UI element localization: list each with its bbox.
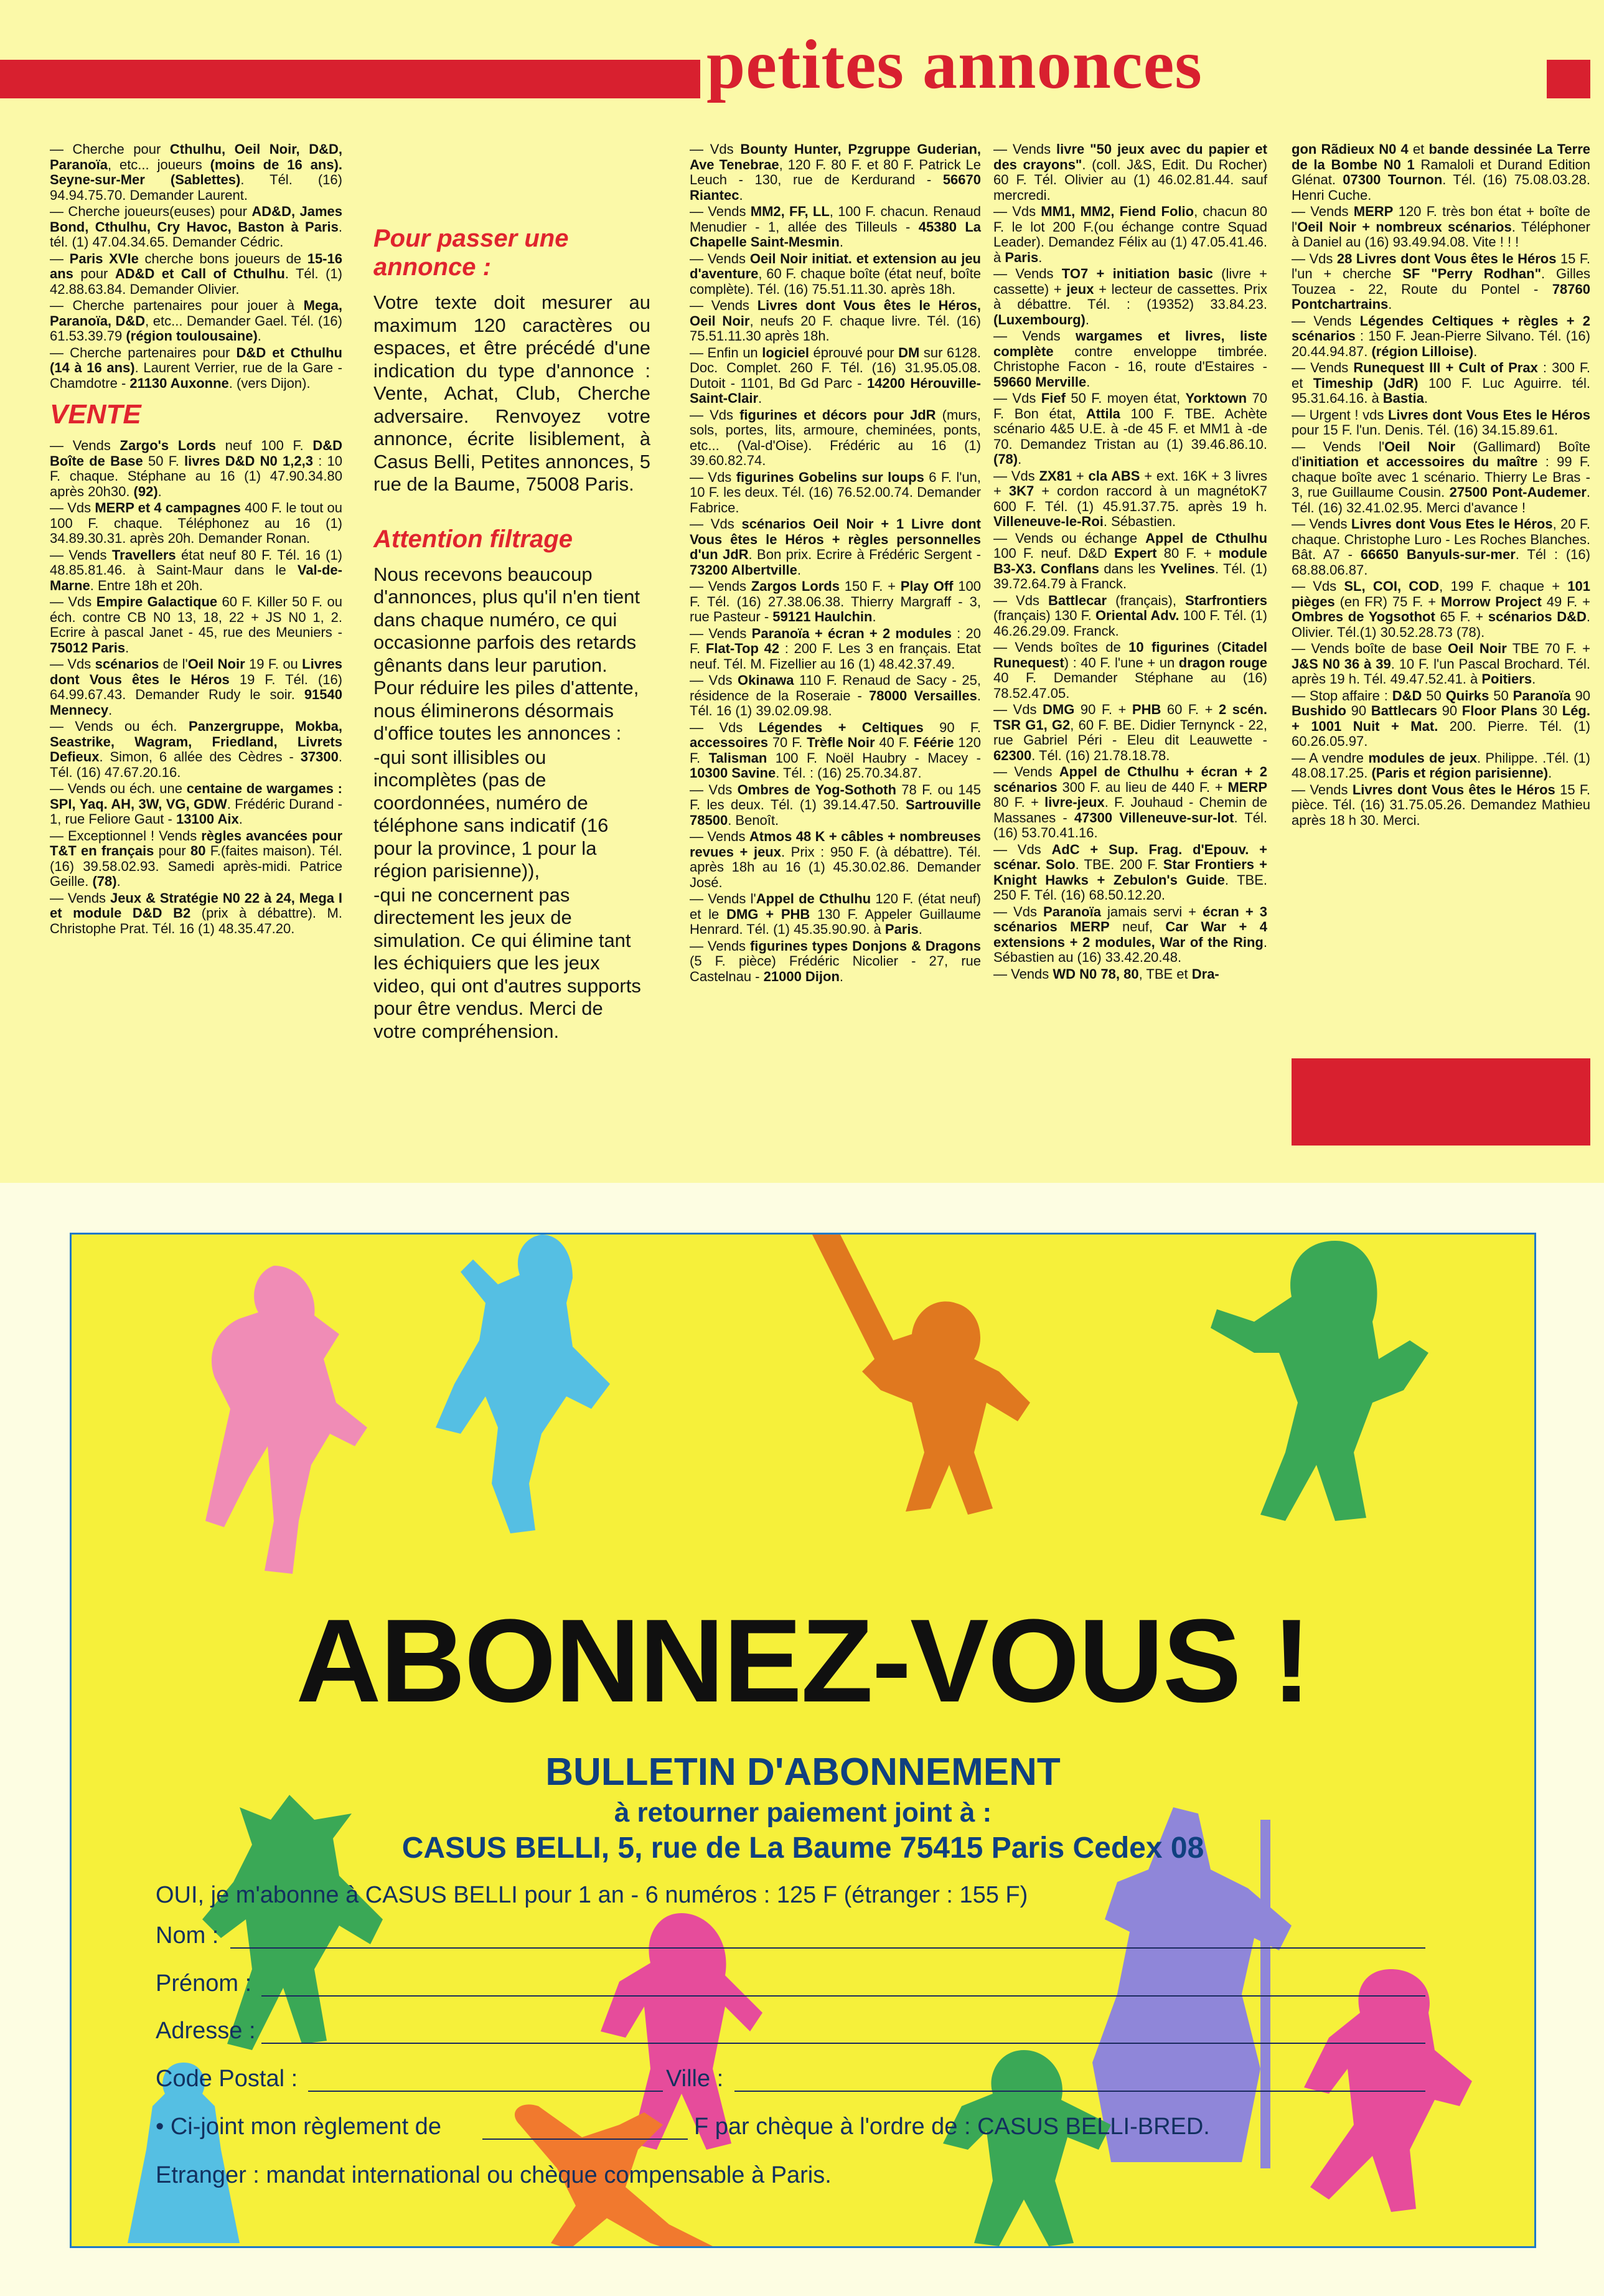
figure-green-goblin (918, 2044, 1130, 2248)
payment-amount-input[interactable] (482, 2138, 688, 2140)
figure-cyan-knight (386, 1233, 647, 1546)
ad-item: — Vends livre "50 jeux avec du papier et des crayons". (coll. J&S, Edit. Du Rocher) 60 F. Tél. Olivier au (1) 46.02.81.44. sauf mercredi. (993, 141, 1267, 203)
header-red-band-right (1547, 60, 1590, 98)
ad-item: — Vends ou échange Appel de Cthulhu 100 F. neuf. D&D Expert 80 F. + module B3-X3. Conflans dans les Yvelines. Tél. (1) 39.72.64.79 à Franck. (993, 530, 1268, 591)
ad-item: — Cherche joueurs(euses) pour AD&D, James Bond, Cthulhu, Cry Havoc, Baston à Paris. tél. (1) 47.04.34.65. Demander Cédric. (50, 204, 342, 250)
ad-item: — Vds AdC + Sup. Frag. d'Epouv. + scénar. Solo. TBE. 200 F. Star Frontiers + Knight Hawks + Zebulon's Guide. TBE. 250 F. Tél. (16) 68.50.12.20. (993, 841, 1267, 903)
ad-item: — Vends l'Appel de Cthulhu 120 F. (état neuf) et le DMG + PHB 130 F. Appeler Guillaume Henrard. Tél. (1) 45.35.90.90. à Paris. (690, 891, 982, 937)
ad-item: — Vds SL, COI, COD, 199 F. chaque + 101 pièges (en FR) 75 F. + Morrow Project 49 F. + Ombres de Yogsothot 65 F. + scénarios D&D. Olivier. Tél.(1) 30.52.28.73 (78). (1292, 578, 1590, 640)
ad-item: — Vds DMG 90 F. + PHB 60 F. + 2 scén. TSR G1, G2, 60 F. BE. Didier Ternynck - 22, rue Gabriel Péri - Eleu dit Leauwette - 62300. Tél. (16) 21.78.18.78. (993, 702, 1267, 763)
ad-item: — Vends Travellers état neuf 80 F. Tél. 16 (1) 48.85.81.46. à Saint-Maur dans le Val-de-Marne. Entre 18h et 20h. (50, 547, 343, 593)
adresse-input[interactable] (261, 2043, 1425, 2044)
nom-input[interactable] (230, 1947, 1425, 1949)
prenom-label: Prénom : (156, 1970, 252, 1997)
ad-item: — Vends figurines types Donjons & Dragons (5 F. pièce) Frédéric Nicolier - 27, rue Castelnau - 21000 Dijon. (690, 938, 981, 984)
ad-item: — Vends l'Oeil Noir (Gallimard) Boîte d'initiation et accessoires du maître : 99 F. chaque boîte avec 1 scénario. Thierry Le Bras - 3, rue Guillaume Cousin. 27500 Pont-Audemer. Tél. (16) 32.41.02.95. Merci d'avance ! (1292, 438, 1591, 515)
ad-item: — Vds figurines Gobelins sur loups 6 F. l'un, 10 F. les deux. Tél. (16) 76.52.00.74. Demander Fabrice. (690, 469, 982, 515)
ad-item: — Stop affaire : D&D 50 Quirks 50 Paranoïa 90 Bushido 90 Battlecars 90 Floor Plans 30 Lég. + 1001 Nuit + Mat. 200. Pierre. Tél. (1) 60.26.05.97. (1292, 687, 1590, 749)
return-address: CASUS BELLI, 5, rue de La Baume 75415 Paris Cedex 08 (401, 1832, 1204, 1865)
figure-green-monster-top-right (1192, 1233, 1453, 1577)
ad-item: — Vends Paranoïa + écran + 2 modules : 20 F. Flat-Top 42 : 200 F. Les 3 en français. Etat neuf. Tél. M. Fizellier au 16 (1) 48.42.37.49. (690, 625, 982, 672)
ad-item: — Vds Okinawa 110 F. Renaud de Sacy - 25, résidence de la Roseraie - 78000 Versailles. Tél. 16 (1) 39.02.09.98. (690, 672, 982, 718)
ad-item: — Vds 28 Livres dont Vous êtes le Héros 15 F. l'un + cherche SF "Perry Rodhan". Gilles Touzea - 22, Route du Pontel - 78760 Pontchartrains. (1292, 250, 1590, 312)
return-instruction: à retourner paiement joint à : (614, 1797, 992, 1828)
info-filter-text: Nous recevons beaucoup d'annonces, plus qu'il n'en tient dans chaque numéro, ce qui occasionne parfois des retards gênants dans leur parution. Pour réduire les piles d'attente, nous éliminerons désormais d'office toutes les annonces : (373, 563, 640, 744)
ad-item: — Vds Bounty Hunter, Pzgruppe Guderian, Ave Tenebrae, 120 F. 80 F. et 80 F. Patrick Le Leuch - 130, rue de Kerdurand - 56670 Riantec. (690, 141, 981, 203)
ville-input[interactable] (734, 2091, 1425, 2092)
code-postal-label: Code Postal : (156, 2066, 298, 2092)
nom-label: Nom : (156, 1922, 219, 1949)
figure-magenta-runner (1273, 1963, 1497, 2248)
ad-item: — Vends Légendes Celtiques + règles + 2 scénarios : 150 F. Jean-Pierre Silvano. Tél. (16) 20.44.94.87. (région Lilloise). (1292, 313, 1591, 359)
ad-item: — Vds Légendes + Celtiques 90 F. accessoires 70 F. Trèfle Noir 40 F. Féérie 120 F. Talisman 100 F. Noël Haubry - Macey - 10300 Savine. Tél. : (16) 25.70.34.87. (690, 719, 982, 781)
payment-label: • Ci-joint mon règlement de (156, 2114, 441, 2140)
ad-item: — Vds Paranoïa jamais servi + écran + 3 scénarios MERP neuf, Car War + 4 extensions + 2 modules, War of the Ring. Sébastien au (16) 33.42.20.48. (993, 903, 1267, 965)
ad-item: — Vends wargames et livres, liste complète contre enveloppe timbrée. Christophe Facon - 16, route d'Estaires - 59660 Merville. (993, 328, 1268, 390)
column-1 (50, 142, 342, 938)
adresse-label: Adresse : (156, 2018, 256, 2044)
ad-item: — Vds Ombres de Yog-Sothoth 78 F. ou 145 F. les deux. Tél. (1) 39.14.47.50. Sartrouville 78500. Benoît. (690, 781, 981, 828)
ad-item: — Vends MERP 120 F. très bon état + boîte de l'Oeil Noir + nombreux scénarios. Téléphoner à Daniel au (16) 93.49.94.08. Vite ! ! ! (1292, 204, 1591, 250)
ad-item: — Vends Livres dont Vous êtes le Héros, Oeil Noir, neufs 20 F. chaque livre. Tél. (16) 75.51.11.30 après 18h. (690, 298, 981, 344)
info-filter-rule-1: -qui sont illisibles ou incomplètes (pas de coordonnées, numéro de téléphone sans indicatif (16 pour la province, 1 pour la région parisienne)), (373, 746, 609, 882)
payment-cheque-text: F par chèque à l'ordre de : CASUS BELLI-BRED. (694, 2114, 1210, 2140)
ad-item: — Vds scénarios Oeil Noir + 1 Livre dont Vous êtes le Héros + règles personnelles d'un JdR. Bon prix. Ecrire à Frédéric Sergent - 73200 Albertville. (690, 516, 981, 578)
header-red-band (0, 60, 700, 98)
ad-item: — Vends ou éch. une centaine de wargames : SPI, Yaq. AH, 3W, VG, GDW. Frédéric Durand - 1, rue Feliore Gaut - 13100 Aix. (50, 781, 342, 827)
ad-item: — Vends Zargo's Lords neuf 100 F. D&D Boîte de Base 50 F. livres D&D N0 1,2,3 : 10 F. chaque. Stéphane au 16 (1) 47.90.34.80 après 20h30. (92). (50, 438, 343, 499)
ad-item: — Paris XVIe cherche bons joueurs de 15-16 ans pour AD&D et Call of Cthulhu. Tél. (1) 42.88.63.84. Demander Olivier. (50, 250, 342, 297)
bulletin-title: BULLETIN D'ABONNEMENT (545, 1751, 1061, 1794)
ad-item: — Vends Atmos 48 K + câbles + nombreuses revues + jeux. Prix : 950 F. (à débattre). Tél. après 18h au 16 (1) 45.30.02.86. Demander José. (690, 829, 981, 890)
figure-pink-wizard-top-left (181, 1259, 386, 1583)
column-3 (690, 142, 981, 986)
ad-item: — Enfin un logiciel éprouvé pour DM sur 6128. Doc. Complet. 260 F. Tél. (16) 31.95.05.08. Dutoit - 1101, Bd Gd Parc - 14200 Hérouville-Saint-Clair. (690, 344, 982, 406)
ad-item: — Cherche partenaires pour D&D et Cthulhu (14 à 16 ans). Laurent Verrier, rue de la Gare - Chamdotre - 21130 Auxonne. (vers Dijon). (50, 344, 342, 391)
page-title: petites annonces (706, 26, 1203, 103)
ad-item: — Exceptionnel ! Vends règles avancées pour T&T en français pour 80 F.(faites maison). Tél. (16) 39.58.02.93. Samedi après-midi. Patrice Geille. (78). (50, 827, 343, 889)
ad-item: — Vds MM1, MM2, Fiend Folio, chacun 80 F. le lot 200 F.(ou échange contre Squad Leader). Demandez Félix au (1) 47.05.41.46. à Paris. (993, 204, 1267, 265)
ad-item: — Vends Jeux & Stratégie N0 22 à 24, Mega I et module D&D B2 (prix à débattre). M. Christophe Prat. Tél. 16 (1) 48.35.47.20. (50, 890, 343, 936)
ad-item: — Vends WD N0 78, 80, TBE et Dra- (993, 966, 1219, 982)
ad-item: — Vds MERP et 4 campagnes 400 F. le tout ou 100 F. chaque. Téléphonez au 16 (1) 34.89.30.31. après 20h. Demander Ronan. (50, 500, 343, 546)
ad-item: — Cherche partenaires pour jouer à Mega, Paranoïa, D&D, etc... Demander Gael. Tél. (16) 61.53.39.79 (région toulousaine). (50, 298, 342, 344)
ad-item: — Vds Empire Galactique 60 F. Killer 50 F. ou éch. contre CB N0 13, 18, 22 + JS N0 1, 2. Ecrire à pascal Janet - 45, rue des Meuniers - 75012 Paris. (50, 594, 342, 656)
ad-item: — Vends Runequest III + Cult of Prax : 300 F. et Timeship (JdR) 100 F. Luc Aguirre. tél. 95.31.64.16. à Bastia. (1292, 360, 1590, 406)
ad-item: — Vends Zargos Lords 150 F. + Play Off 100 F. Tél. (16) 27.38.06.38. Thierry Margraff - 3, rue Pasteur - 59121 Haulchin. (690, 578, 981, 624)
ad-item: — Cherche pour Cthulhu, Oeil Noir, D&D, Paranoïa, etc... joueurs (moins de 16 ans). Seyne-sur-Mer (Sablettes). Tél. (16) 94.94.75.70. Demander Laurent. (50, 141, 342, 203)
ad-item: — Vends boîtes de 10 figurines (Citadel Runequest) : 40 F. l'une + un dragon rouge 40 F. Demander Stéphane au (16) 78.52.47.05. (993, 639, 1267, 701)
subscription-offer: OUI, je m'abonne à CASUS BELLI pour 1 an - 6 numéros : 125 F (étranger : 155 F) (156, 1882, 1028, 1908)
ad-item: — Vds Fief 50 F. moyen état, Yorktown 70 F. Bon état, Attila 100 F. TBE. Achète scénario 4&5 U.E. à -de 45 F. et MM1 à -de 70. Demandez Tristan au (1) 39.46.86.10. (78). (993, 390, 1267, 467)
code-postal-input[interactable] (308, 2091, 663, 2092)
figure-orange-warrior-sword (769, 1233, 1067, 1577)
ville-label: Ville : (666, 2066, 724, 2092)
ad-item: — A vendre modules de jeux. Philippe. .Tél. (1) 48.08.17.25. (Paris et région parisienne). (1292, 750, 1591, 781)
ad-item: gon Rãdieux N0 4 et bande dessinée La Terre de la Bombe N0 1 Ramaloli et Durand Edition Glénat. 07300 Tournon. Tél. (16) 75.08.03.28. Henri Cuche. (1292, 141, 1590, 203)
ad-item: — Vends boîte de base Oeil Noir TBE 70 F. + J&S N0 36 à 39. 10 F. l'un Pascal Brochard. Tél. après 19 h. Tél. 49.47.52.41. à Poitiers. (1292, 641, 1591, 687)
ad-item: — Vends MM2, FF, LL, 100 F. chacun. Renaud Menudier - 1, allée des Tilleuls - 45380 La Chapelle Saint-Mesmin. (690, 204, 982, 250)
ad-item: — Urgent ! vds Livres dont Vous Etes le Héros pour 15 F. l'un. Denis. Tél. (16) 34.15.89.61. (1292, 407, 1590, 438)
ad-item: — Vds scénarios de l'Oeil Noir 19 F. ou Livres dont Vous êtes le Héros 19 F. Tél. (16) 64.99.67.43. Demander Rudy le soir. 91540 Mennecy. (50, 656, 343, 718)
info-filter-rule-2: -qui ne concernent pas directement les jeux de simulation. Ce qui élimine tant les échiquiers que les jeux video, qui ont d'autres supports pour être vendus. Merci de votre compréhension. (373, 883, 641, 1042)
red-block (1292, 1058, 1590, 1146)
subscription-card (70, 1233, 1536, 2248)
ad-item: — Vends Livres dont Vous Etes le Héros, 20 F. chaque. Christophe Luro - Les Roches Blanches. Bât. A7 - 66650 Banyuls-sur-mer. Tél : (16) 68.88.06.87. (1292, 516, 1591, 578)
ad-item: — Vends Appel de Cthulhu + écran + 2 scénarios 300 F. au lieu de 440 F. + MERP 80 F. + livre-jeux. F. Jouhaud - Chemin de Massanes - 47300 Villeneuve-sur-lot. Tél. (16) 53.70.41.16. (993, 764, 1267, 840)
ad-item: — Vends Livres dont Vous êtes le Héros 15 F. pièce. Tél. (16) 31.75.05.26. Demandez Mathieu après 18 h 30. Merci. (1292, 781, 1591, 828)
subscribe-headline: ABONNEZ-VOUS ! (296, 1595, 1310, 1727)
ad-item: — Vds ZX81 + cla ABS + ext. 16K + 3 livres + 3K7 + cordon raccord à un magnétoK7 600 F. Tél. (1) 45.91.37.75. après 19 h. Villeneuve-le-Roi. Sébastien. (993, 468, 1268, 529)
foreign-payment-note: Etranger : mandat international ou chèque compensable à Paris. (156, 2162, 832, 2188)
vente-heading: VENTE (50, 399, 141, 430)
ad-item: — Vds Battlecar (français), Starfrontiers (français) 130 F. Oriental Adv. 100 F. Tél. (1) 46.26.29.09. Franck. (993, 592, 1267, 639)
info-column (373, 224, 650, 1071)
info-submit-text: Votre texte doit mesurer au maximum 120 caractères ou espaces, et être précédé d'une indication du type d'annonce : Vente, Achat, Club, Cherche adversaire. Renvoyez votre annonce, écrite lisiblement, à Casus Belli, Petites annonces, 5 rue de la Baume, 75008 Paris. (373, 291, 650, 495)
ad-item: — Vends ou éch. Panzergruppe, Mokba, Seastrike, Wagram, Friedland, Livrets Defieux. Simon, 6 allée des Cèdres - 37300. Tél. (16) 47.67.20.16. (50, 718, 342, 780)
info-heading-filter: Attention filtrage (373, 525, 573, 553)
column-5 (1292, 142, 1590, 829)
ad-item: — Vends Oeil Noir initiat. et extension au jeu d'aventure, 60 F. chaque boîte (état neuf, boîte complète). Tél. (16) 75.51.11.30. après 18h. (690, 250, 981, 297)
column-4 (993, 142, 1267, 983)
info-heading-submit: Pour passer une annonce : (373, 225, 569, 281)
prenom-input[interactable] (261, 1995, 1425, 1997)
cherche-ads (50, 142, 342, 391)
vente-ads (50, 438, 342, 936)
ad-item: — Vds figurines et décors pour JdR (murs, sols, portes, lits, armoure, cheminées, ponts, etc... (Val-d'Oise). Frédéric au 16 (1) 39.60.82.74. (690, 407, 981, 468)
ad-item: — Vends TO7 + initiation basic (livre + cassette) + jeux + lecteur de cassettes. Prix à débattre. Tél. : (19352) 33.84.23.(Luxembourg). (993, 266, 1268, 327)
